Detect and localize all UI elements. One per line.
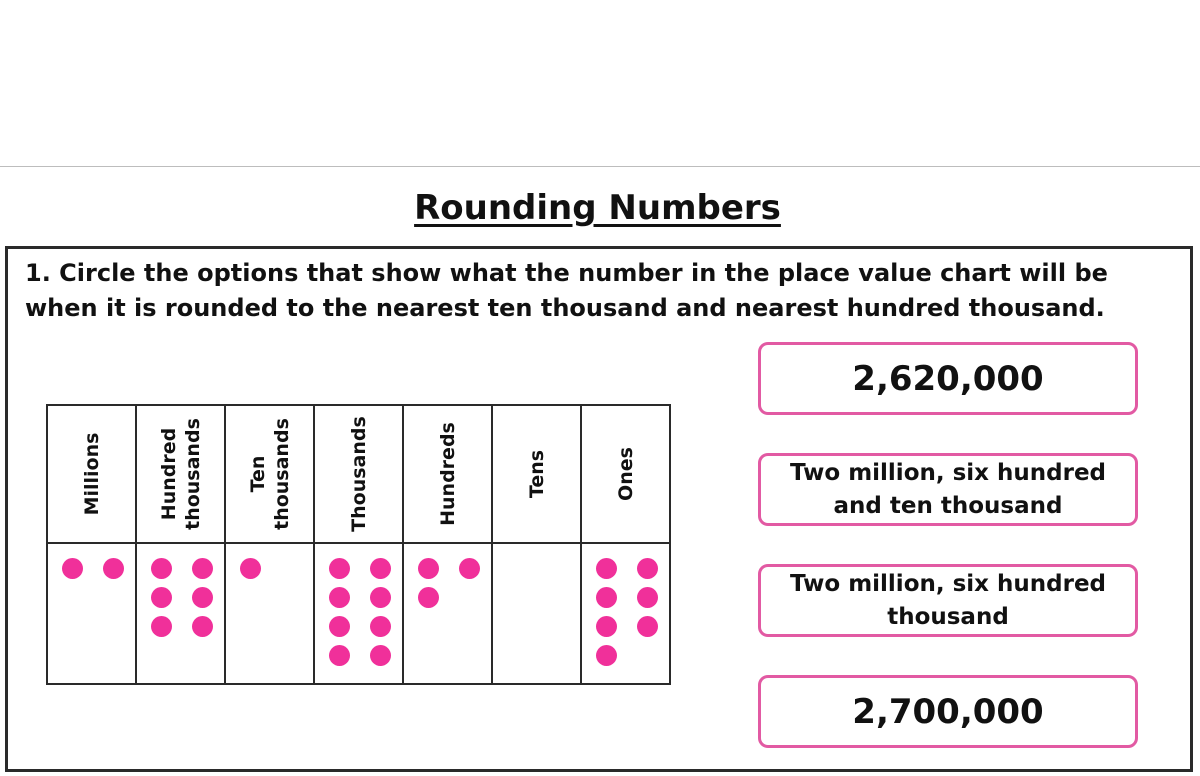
column-header-ones [581,405,670,543]
counter-dot [370,587,391,608]
column-header-hundred-thousands [136,405,225,543]
column-label: Millions [80,432,103,516]
counter-dot [151,616,172,637]
counter-dot [370,645,391,666]
column-label: Ones [614,447,637,501]
column-header-hundreds [403,405,492,543]
counters-ones [581,543,670,684]
question-text: 1. Circle the options that show what the number in the place value chart will be when it is rounded to the nearest ten thousand and nearest hundred thousand. [25,259,1108,322]
counters-hundred-thousands [136,543,225,684]
column-header-millions [47,405,136,543]
counter-dot [370,616,391,637]
counter-dot [192,616,213,637]
option-text: Two million, six hundred [789,570,1107,597]
top-divider [0,166,1200,167]
counters-millions [47,543,136,684]
counter-dot [459,558,480,579]
column-label: Hundred [157,427,180,521]
option-two-million-six-hundred-thousand[interactable] [758,564,1138,637]
column-header-thousands [314,405,403,543]
counters-thousands [314,543,403,684]
counter-dot [62,558,83,579]
page-title: Rounding Numbers [414,188,781,228]
counter-dot [192,587,213,608]
counter-dot [329,616,350,637]
counter-dot [370,558,391,579]
counter-dot [192,558,213,579]
column-label: Thousands [347,416,370,532]
counter-dot [418,587,439,608]
counters-hundreds [403,543,492,684]
question-box [5,246,1193,772]
column-label: Tens [525,449,548,499]
option-2620000[interactable] [758,342,1138,415]
column-label: thousands [270,418,293,530]
option-text: and ten thousand [833,492,1063,519]
counter-dot [596,558,617,579]
counter-dot [329,645,350,666]
option-text: thousand [887,603,1009,630]
option-text: Two million, six hundred [789,459,1107,486]
counter-dot [151,558,172,579]
place-value-header-row [47,405,670,543]
counter-dot [329,558,350,579]
column-header-tens [492,405,581,543]
counter-dot [596,587,617,608]
counter-dot [103,558,124,579]
counter-dot [596,616,617,637]
counter-dot [637,587,658,608]
column-label: Hundreds [436,422,459,526]
column-label: Ten [246,455,269,493]
place-value-counter-row [47,543,670,684]
counter-dot [151,587,172,608]
counter-dot [418,558,439,579]
counter-dot [329,587,350,608]
column-header-ten-thousands [225,405,314,543]
counter-dot [637,558,658,579]
option-2700000[interactable] [758,675,1138,748]
counter-dot [596,645,617,666]
counter-dot [240,558,261,579]
column-label: thousands [181,418,204,530]
option-text: 2,700,000 [852,691,1044,732]
counters-ten-thousands [225,543,314,684]
counters-tens [492,543,581,684]
counter-dot [637,616,658,637]
option-text: 2,620,000 [852,358,1044,399]
place-value-chart [46,404,671,685]
option-two-million-six-hundred-and-ten-thousand[interactable] [758,453,1138,526]
